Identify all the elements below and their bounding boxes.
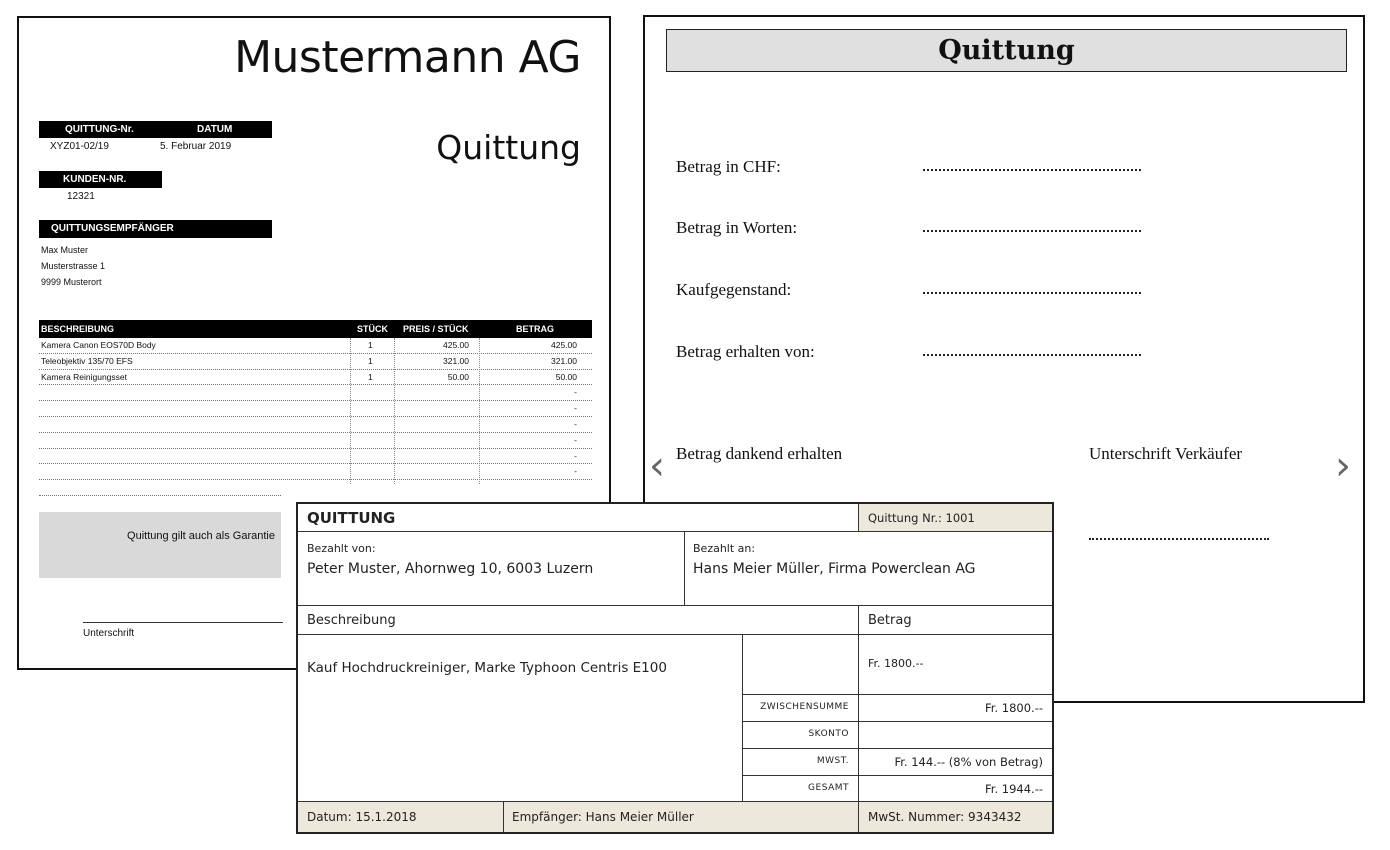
summary-label: MWST. bbox=[816, 756, 849, 766]
recipient-line: 9999 Musterort bbox=[41, 277, 102, 287]
summary-label: SKONTO bbox=[808, 729, 849, 739]
table-row bbox=[39, 354, 592, 370]
table-row bbox=[39, 370, 592, 386]
seller-signature-label: Unterschrift Verkäufer bbox=[1089, 444, 1243, 463]
table-body bbox=[39, 338, 592, 480]
summary-label: GESAMT bbox=[808, 783, 849, 793]
receipt-number: XYZ01-02/19 bbox=[50, 141, 109, 152]
paid-to: Hans Meier Müller, Firma Powerclean AG bbox=[693, 561, 976, 577]
summary-value: Fr. 1944.-- bbox=[985, 782, 1043, 796]
recipient-header bbox=[39, 220, 272, 238]
item-amount: 425.00 bbox=[551, 340, 577, 350]
description-header: Beschreibung bbox=[307, 613, 396, 628]
col-price: PREIS / STÜCK bbox=[403, 324, 469, 334]
item-amount: 50.00 bbox=[555, 371, 577, 382]
form-title: Quittung bbox=[666, 29, 1347, 72]
table-header bbox=[39, 320, 592, 338]
item-amount: - bbox=[574, 466, 577, 477]
footer-date: Datum: 15.1.2018 bbox=[307, 810, 417, 824]
receipt-date: 5. Februar 2019 bbox=[160, 141, 232, 152]
paid-to-label: Bezahlt an: bbox=[693, 542, 756, 555]
item-amount: - bbox=[574, 387, 577, 398]
summary-value: Fr. 144.-- (8% von Betrag) bbox=[894, 755, 1043, 769]
customer-number: 12321 bbox=[67, 191, 95, 202]
table-row bbox=[39, 433, 592, 449]
item-amount: - bbox=[574, 450, 577, 461]
field-label-amount: Betrag in CHF: bbox=[676, 157, 781, 176]
amount-value: Fr. 1800.-- bbox=[868, 657, 924, 670]
item-qty: 1 bbox=[368, 355, 373, 366]
field-label-item: Kaufgegenstand: bbox=[676, 280, 792, 299]
field-label-from: Betrag erhalten von: bbox=[676, 342, 815, 361]
col-amount: BETRAG bbox=[516, 324, 554, 334]
item-description: Kamera Reinigungsset bbox=[41, 371, 127, 382]
table-row bbox=[39, 401, 592, 417]
number-label: QUITTUNG-Nr. bbox=[65, 124, 134, 135]
item-amount: - bbox=[574, 418, 577, 429]
seller-signature-line bbox=[1089, 538, 1269, 540]
item-description: Kamera Canon EOS70D Body bbox=[41, 340, 156, 350]
document-title: Quittung bbox=[436, 128, 581, 167]
description-text: Kauf Hochdruckreiniger, Marke Typhoon Centris E100 bbox=[307, 660, 667, 676]
number-date-header bbox=[39, 121, 272, 138]
table-row bbox=[39, 417, 592, 433]
chevron-left-icon[interactable]: ‹ bbox=[649, 443, 665, 489]
item-price: 321.00 bbox=[443, 355, 469, 366]
item-price: 50.00 bbox=[447, 371, 469, 382]
recipient-line: Max Muster bbox=[41, 245, 89, 255]
customer-label: KUNDEN-NR. bbox=[63, 174, 127, 185]
field-line-words bbox=[923, 230, 1141, 232]
item-amount: - bbox=[574, 403, 577, 414]
date-label: DATUM bbox=[197, 124, 233, 135]
receipt-title: QUITTUNG bbox=[307, 509, 396, 527]
receipt-table bbox=[296, 502, 1054, 834]
table-row bbox=[39, 464, 592, 480]
item-amount: - bbox=[574, 434, 577, 445]
item-qty: 1 bbox=[368, 340, 373, 350]
amount-header: Betrag bbox=[868, 613, 912, 628]
summary-value: Fr. 1800.-- bbox=[985, 701, 1043, 715]
signature-label: Unterschrift bbox=[83, 628, 135, 639]
field-line-item bbox=[923, 292, 1141, 294]
summary-label: ZWISCHENSUMME bbox=[760, 702, 849, 712]
field-label-words: Betrag in Worten: bbox=[676, 218, 798, 237]
recipient-line: Musterstrasse 1 bbox=[41, 261, 106, 271]
recipient-label: QUITTUNGSEMPFÄNGER bbox=[51, 223, 174, 234]
received-label: Betrag dankend erhalten bbox=[676, 444, 843, 463]
table-row bbox=[39, 338, 592, 354]
customer-header bbox=[39, 171, 162, 188]
field-line-amount bbox=[923, 169, 1141, 171]
item-description: Teleobjektiv 135/70 EFS bbox=[41, 355, 133, 366]
chevron-right-icon[interactable]: › bbox=[1335, 443, 1351, 489]
company-name: Mustermann AG bbox=[234, 32, 581, 83]
table-row bbox=[39, 449, 592, 465]
paid-by: Peter Muster, Ahornweg 10, 6003 Luzern bbox=[307, 561, 594, 577]
signature-line bbox=[83, 622, 283, 623]
footer-recipient: Empfänger: Hans Meier Müller bbox=[512, 810, 694, 824]
paid-by-label: Bezahlt von: bbox=[307, 542, 376, 555]
item-price: 425.00 bbox=[443, 340, 469, 350]
col-qty: STÜCK bbox=[357, 324, 388, 334]
item-amount: 321.00 bbox=[551, 355, 577, 366]
col-description: BESCHREIBUNG bbox=[41, 324, 115, 334]
table-row bbox=[39, 385, 592, 401]
field-line-from bbox=[923, 354, 1141, 356]
receipt-number: Quittung Nr.: 1001 bbox=[868, 511, 975, 525]
items-table bbox=[39, 320, 592, 480]
guarantee-note: Quittung gilt auch als Garantie bbox=[39, 512, 281, 578]
footer-vat-number: MwSt. Nummer: 9343432 bbox=[868, 810, 1022, 824]
item-qty: 1 bbox=[368, 371, 373, 382]
